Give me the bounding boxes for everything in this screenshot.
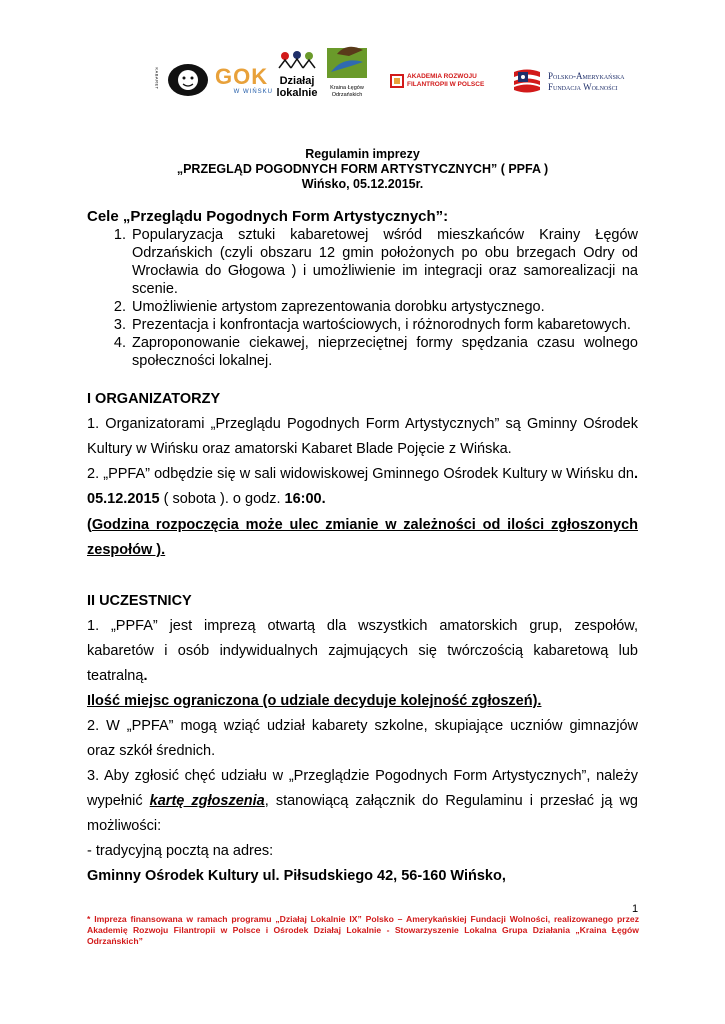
kraina-text: Kraina Łęgów [330,85,364,91]
document-title: Regulamin imprezy [305,147,420,161]
goals-heading: Cele „Przeglądu Pogodnych Form Artystycznych”: [87,208,449,225]
kabaret-side-text: KABARET [154,67,160,90]
pafw-logo [512,68,682,96]
start-time-notice: (Godzina rozpoczęcia może ulec zmianie w zależności od ilości zgłoszonych zespołów ). [87,517,638,558]
people-icon [275,50,319,70]
application-form-reference: kartę zgłoszenia [149,793,265,809]
odrzanskich-text: Odrzańskich [331,92,363,98]
goals-list [87,226,638,370]
funding-footnote: * Impreza finansowana w ramach programu „Działaj Lokalnie IX” Polsko – Amerykańskiej Fundacji Wolności, realizowanego przez Akademię Rozwoju Filantropii w Polsce i Ośrodek Działaj Lokalnie - Stowarzyszenie Lokalna Grupa Działania „Kraina Łęgów Odrzańskich” [87,914,639,946]
participants-paragraph-1: 1. „PPFA” jest imprezą otwartą dla wszystkich amatorskich grup, zespołów, kabaretów i osób indywidualnych zajmujących się twórczością kabaretową lub teatralną. [87,618,638,684]
gok-logo-subtext: W WIŃSKU [233,89,273,95]
pafw-text-1: Polsko-Amerykańska [548,71,625,81]
bird-icon [323,42,371,80]
document-header [0,147,725,192]
limited-places-notice: Ilość miejsc ograniczona (o udziale decyduje kolejność zgłoszeń). [87,693,542,709]
organizers-paragraph-1: 1. Organizatorami „Przeglądu Pogodnych Form Artystycznych” są Gminny Ośrodek Kultury w Wińsku oraz amatorski Kabaret Blade Pojęcie z Wińska. [87,416,638,457]
organizers-heading: I ORGANIZATORZY [87,391,221,407]
postal-address: Gminny Ośrodek Kultury ul. Piłsudskiego 42, 56-160 Wińsko, [87,868,506,884]
kraina-legow-logo [323,42,371,100]
kabaret-logo [154,62,208,98]
document-body [87,208,638,884]
participants-heading: II UCZESTNICY [87,593,192,609]
goal-item: 3. Prezentacja i konfrontacja wartościowych, i różnorodnych form kabaretowych. [130,316,638,334]
event-name: „PRZEGLĄD POGODNYCH FORM ARTYSTYCZNYCH” ( PPFA ) [176,162,549,176]
goal-item: 1. Popularyzacja sztuki kabaretowej wśród mieszkańców Krainy Łęgów Odrzańskich (czyli obszaru 12 gmin położonych po obu brzegach Odry od Wrocławia do Głogowa ) i umożliwienie im integracji oraz samorealizacji na scenie. [130,226,638,298]
pafw-text-2: Fundacja Wolności [548,82,618,92]
logo-strip [140,40,685,100]
organizers-paragraph-2: 2. „PPFA” odbędzie się w sali widowiskowej Gminnego Ośrodek Kultury w Wińsku dn. 05.12.2015 ( sobota ). o godz. 16:00. [87,466,638,507]
page-number: 1 [632,903,639,915]
akademia-text-1: AKADEMIA ROZWOJU [407,73,477,80]
gok-logo [215,66,273,100]
event-place-date: Wińsko, 05.12.2015r. [301,177,424,191]
akademia-text-2: FILANTROPII W POLSCE [407,81,485,88]
dzialaj-text: Działaj [279,75,315,87]
akademia-rozwoju-logo [390,72,500,92]
lokalnie-text: lokalnie [276,87,318,99]
participants-paragraph-3: 3. Aby zgłosić chęć udziału w „Przeglądzie Pogodnych Form Artystycznych”, należy wypełnić kartę zgłoszenia, stanowiącą załącznik do Regulaminu i przesłać ją wg możliwości: [87,768,638,834]
participants-paragraph-2: 2. W „PPFA” mogą wziąć udział kabarety szkolne, skupiające uczniów gimnazjów oraz szkół średnich. [87,718,638,759]
goal-item: 2. Umożliwienie artystom zaprezentowania dorobku artystycznego. [130,298,638,316]
participants-paragraph-4: - tradycyjną pocztą na adres: [87,843,274,859]
gok-logo-text: GOK [215,64,269,89]
dzialaj-lokalnie-logo [275,50,319,102]
goal-item: 4. Zaproponowanie ciekawej, nieprzeciętnej formy spędzania czasu wolnego społeczności lokalnej. [130,334,638,370]
flag-icon [512,68,542,94]
akademia-icon [390,74,404,88]
